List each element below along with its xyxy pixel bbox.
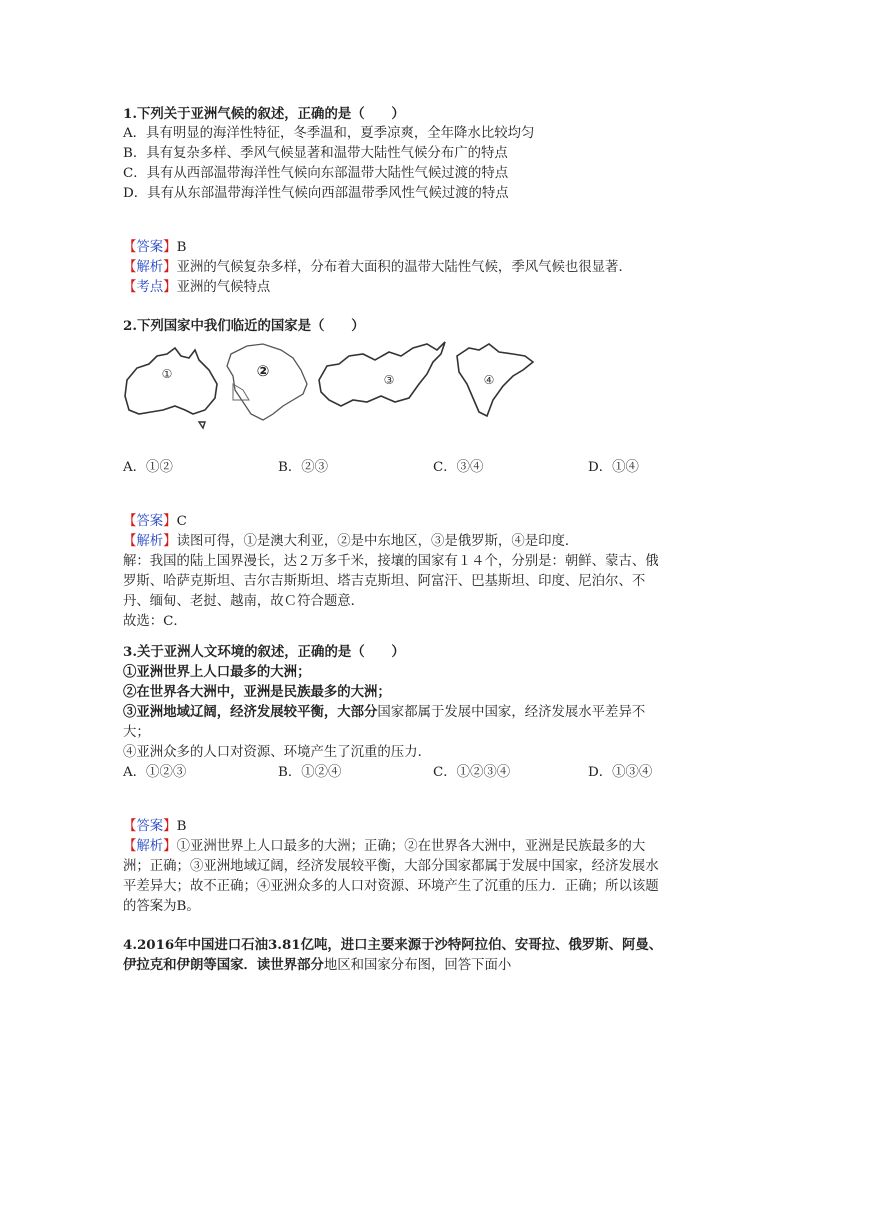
analysis-tag: 解析 xyxy=(136,260,164,275)
q3-analysis-line: 的答案为B。 xyxy=(123,899,200,914)
q2-explain-line: 故选：C． xyxy=(123,614,187,629)
australia-map xyxy=(125,348,217,414)
q3-option-b: B．①②④ xyxy=(278,765,342,780)
q3-statement-2: ②在世界各大洲中，亚洲是民族最多的大洲； xyxy=(123,684,391,700)
q2-option-b: B．②③ xyxy=(278,460,329,475)
q1-answer: 【答案】B xyxy=(123,240,187,255)
country-maps-svg xyxy=(123,340,553,440)
q3-analysis-line: 洲；正确；③亚洲地域辽阔，经济发展较平衡，大部分国家都属于发展中国家，经济发展水 xyxy=(123,859,659,874)
map-label-3: ③ xyxy=(383,373,395,387)
q2-options xyxy=(123,458,743,478)
q4-line-2-bold: 伊拉克和伊朗等国家．读世界部分 xyxy=(123,957,324,973)
map-label-2: ② xyxy=(256,362,270,380)
q3-option-d: D．①③④ xyxy=(588,765,653,780)
q1-option-d: D．具有从东部温带海洋性气候向西部温带季风性气候过渡的特点 xyxy=(123,186,509,201)
india-map xyxy=(457,344,533,416)
q3-option-c: C．①②③④ xyxy=(433,765,511,780)
answer-tag: 答案 xyxy=(136,514,164,529)
middle-east-map xyxy=(227,344,307,420)
q4-line-2 xyxy=(123,955,743,976)
q1-answer-value: B xyxy=(176,240,187,255)
q1-option-c: C．具有从西部温带海洋性气候向东部温带大陆性气候过渡的特点 xyxy=(123,166,509,181)
q3-answer-value: B xyxy=(176,819,187,834)
q3-analysis-text: ①亚洲世界上人口最多的大洲；正确；②在世界各大洲中，亚洲是民族最多的大 xyxy=(176,839,646,854)
analysis-tag: 解析 xyxy=(136,534,164,549)
analysis-tag: 解析 xyxy=(136,839,164,854)
q3-option-a: A．①②③ xyxy=(123,765,187,780)
q3-statement-3 xyxy=(123,702,743,723)
q1-title: 1.下列关于亚洲气候的叙述，正确的是（ ） xyxy=(123,106,405,122)
q3-statement-3-bold: ③亚洲地域辽阔，经济发展较平衡，大部分 xyxy=(123,704,378,720)
q1-point: 【考点】亚洲的气候特点 xyxy=(123,280,271,295)
q2-explain-line: 解：我国的陆上国界漫长，达２万多千米，接壤的国家有１４个，分别是：朝鲜、蒙古、俄 xyxy=(123,554,659,569)
q2-title: 2.下列国家中我们临近的国家是（ ） xyxy=(123,318,365,334)
q4-line-2-rest: 地区和国家分布图，回答下面小 xyxy=(323,958,512,973)
q2-explain-line: 丹、缅甸、老挝、越南，故Ｃ符合题意． xyxy=(123,594,365,609)
map-label-1: ① xyxy=(161,367,173,381)
q2-analysis: 【解析】读图可得，①是澳大利亚，②是中东地区，③是俄罗斯，④是印度． xyxy=(123,534,579,549)
document-page xyxy=(123,104,743,976)
q4-line-1: 4.2016年中国进口石油3.81亿吨，进口主要来源于沙特阿拉伯、安哥拉、俄罗斯、阿曼、 xyxy=(123,937,663,953)
q2-explain-line: 罗斯、哈萨克斯坦、吉尔吉斯斯坦、塔吉克斯坦、阿富汗、巴基斯坦、印度、尼泊尔、不 xyxy=(123,574,646,589)
map-label-4: ④ xyxy=(483,373,495,387)
q3-statement-3-cont: 大； xyxy=(123,725,150,740)
q3-statement-1: ①亚洲世界上人口最多的大洲； xyxy=(123,664,311,680)
q1-option-b: B．具有复杂多样、季风气候显著和温带大陆性气候分布广的特点 xyxy=(123,146,508,161)
q3-answer: 【答案】B xyxy=(123,819,187,834)
q3-analysis: 【解析】①亚洲世界上人口最多的大洲；正确；②在世界各大洲中，亚洲是民族最多的大 xyxy=(123,839,646,854)
q2-answer-value: C xyxy=(176,514,187,529)
answer-tag: 答案 xyxy=(136,819,164,834)
q2-answer: 【答案】C xyxy=(123,514,187,529)
answer-tag: 答案 xyxy=(136,240,164,255)
q1-analysis-text: 亚洲的气候复杂多样，分布着大面积的温带大陆性气候，季风气候也很显著． xyxy=(176,260,632,275)
point-tag: 考点 xyxy=(136,280,164,295)
q2-option-d: D．①④ xyxy=(588,460,639,475)
q3-options xyxy=(123,763,743,783)
q3-title: 3.关于亚洲人文环境的叙述，正确的是（ ） xyxy=(123,644,405,660)
q1-analysis: 【解析】亚洲的气候复杂多样，分布着大面积的温带大陆性气候，季风气候也很显著． xyxy=(123,260,632,275)
country-maps xyxy=(123,340,743,440)
arabian-gulf-line xyxy=(233,384,249,400)
russia-map xyxy=(319,342,445,406)
tasmania-map xyxy=(199,422,205,428)
q2-analysis-text: 读图可得，①是澳大利亚，②是中东地区，③是俄罗斯，④是印度． xyxy=(176,534,579,549)
q1-point-text: 亚洲的气候特点 xyxy=(176,280,271,295)
q2-option-c: C．③④ xyxy=(433,460,484,475)
q3-statement-4: ④亚洲众多的人口对资源、环境产生了沉重的压力． xyxy=(123,745,431,760)
q3-analysis-line: 平差异大；故不正确；④亚洲众多的人口对资源、环境产生了沉重的压力．正确；所以该题 xyxy=(123,879,659,894)
q1-option-a: A．具有明显的海洋性特征，冬季温和，夏季凉爽，全年降水比较均匀 xyxy=(123,126,535,141)
q2-option-a: A．①② xyxy=(123,460,173,475)
q3-statement-3-rest: 国家都属于发展中国家，经济发展水平差异不 xyxy=(377,705,646,720)
